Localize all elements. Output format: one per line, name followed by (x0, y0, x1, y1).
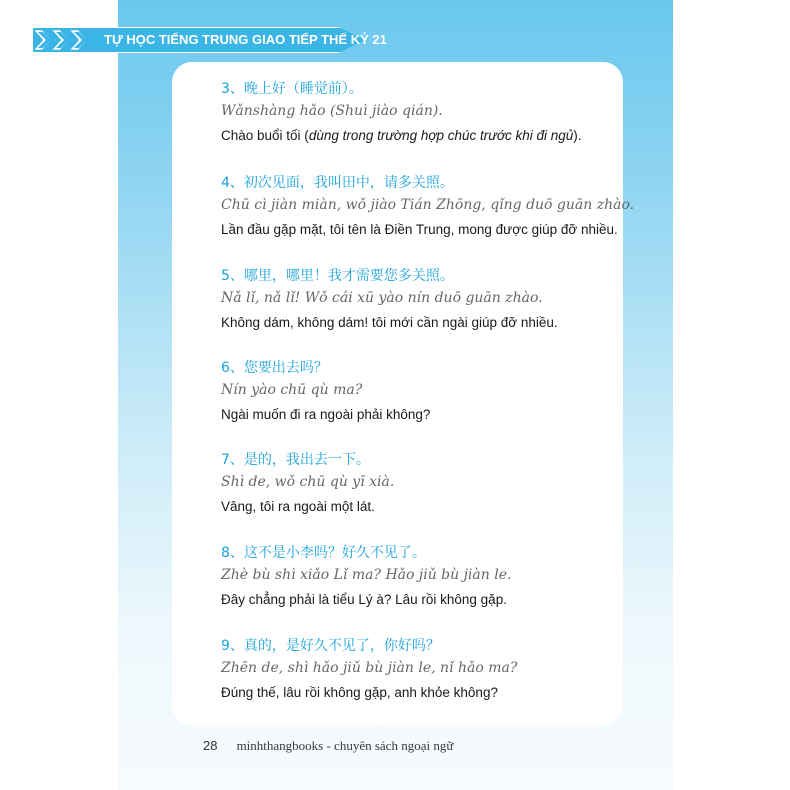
phrase-entry-4 (221, 174, 635, 239)
pinyin-text: Wǎnshàng hǎo (Shuì jiào qián). (221, 103, 443, 119)
phrase-entry-8 (221, 544, 621, 609)
vietnamese-text: Đây chẳng phải là tiểu Lý à? Lâu rồi không gặp. (221, 592, 507, 607)
chinese-text: 8、这不是小李吗？好久不见了。 (221, 545, 426, 561)
vietnamese-text: Lần đầu gặp mặt, tôi tên là Điền Trung, mong được giúp đỡ nhiều. (221, 222, 618, 237)
phrase-entry-5 (221, 267, 621, 332)
pinyin-text: Nǎ lǐ, nǎ lǐ! Wǒ cái xū yào nín duō guān zhào. (221, 290, 543, 306)
vietnamese-text (221, 126, 621, 145)
pinyin-text: Zhè bù shì xiǎo Lǐ ma? Hǎo jiǔ bù jiàn le. (221, 567, 512, 583)
vietnamese-text-end: ). (573, 128, 582, 143)
chinese-text: 5、哪里，哪里！我才需要您多关照。 (221, 268, 454, 284)
page-number: 28 (203, 738, 218, 753)
vietnamese-text: Không dám, không dám! tôi mới cần ngài giúp đỡ nhiều. (221, 315, 558, 330)
publisher-line: minhthangbooks - chuyên sách ngoại ngữ (236, 738, 454, 753)
chinese-text: 3、晚上好（睡觉前）。 (221, 81, 363, 97)
chinese-text: 7、是的，我出去一下。 (221, 452, 370, 468)
header-title: TỰ HỌC TIẾNG TRUNG GIAO TIẾP THẾ KỶ 21 (104, 32, 387, 47)
pinyin-text: Shì de, wǒ chū qù yī xià. (221, 474, 395, 490)
vietnamese-text: Đúng thế, lâu rồi không gặp, anh khỏe không? (221, 685, 498, 700)
phrase-entry-6 (221, 359, 621, 424)
phrase-entry-9 (221, 637, 621, 702)
pinyin-text: Chū cì jiàn miàn, wǒ jiào Tián Zhōng, qǐng duō guān zhào. (221, 197, 635, 213)
page-footer (203, 736, 453, 754)
vietnamese-text: Vâng, tôi ra ngoài một lát. (221, 499, 375, 514)
vietnamese-text: Ngài muốn đi ra ngoài phải không? (221, 407, 431, 422)
pinyin-text: Nín yào chū qù ma? (221, 382, 363, 398)
vietnamese-text-main: Chào buổi tối ( (221, 128, 309, 143)
chinese-text: 9、真的，是好久不见了，你好吗？ (221, 638, 440, 654)
phrase-entry-7 (221, 451, 621, 516)
chinese-text: 4、初次见面，我叫田中，请多关照。 (221, 175, 454, 191)
phrase-entry-3 (221, 80, 621, 145)
vietnamese-text-note: dùng trong trường hợp chúc trước khi đi ngủ (308, 128, 574, 143)
triple-chevron-right-icon (34, 28, 94, 52)
pinyin-text: Zhēn de, shì hǎo jiǔ bù jiàn le, nǐ hǎo ma? (221, 660, 518, 676)
chinese-text: 6、您要出去吗？ (221, 360, 328, 376)
